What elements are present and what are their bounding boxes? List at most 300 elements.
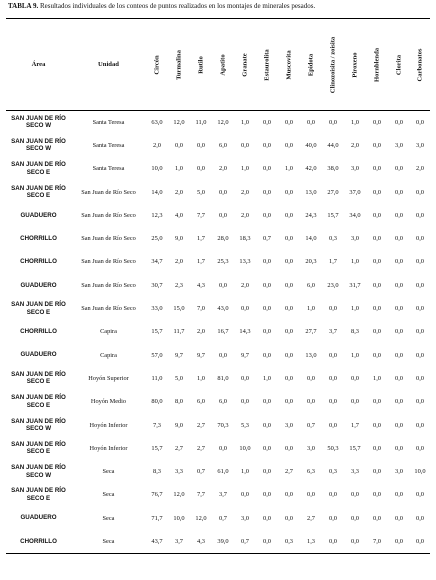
cell-unidad: Seca — [102, 537, 115, 545]
table-row — [6, 437, 430, 460]
cell-value: 6,0 — [219, 398, 227, 406]
cell-value: 1,0 — [241, 165, 249, 173]
cell-value: 61,0 — [217, 468, 229, 476]
cell-value: 0,0 — [373, 141, 381, 149]
cell-area: SAN JUAN DE RÍO SECO E — [11, 440, 66, 456]
cell-value: 4,0 — [175, 211, 183, 219]
table-row — [6, 343, 430, 366]
cell-value: 3,0 — [307, 444, 315, 452]
cell-value: 0,0 — [241, 141, 249, 149]
cell-value: 0,0 — [373, 258, 381, 266]
cell-value: 0,0 — [395, 188, 403, 196]
cell-value: 6,0 — [307, 281, 315, 289]
cell-area: SAN JUAN DE RÍO SECO W — [11, 114, 66, 130]
heavy-minerals-table — [6, 18, 430, 554]
cell-value: 0,0 — [263, 468, 271, 476]
cell-value: 1,0 — [263, 374, 271, 382]
cell-value: 0,0 — [351, 491, 359, 499]
cell-value: 13,0 — [305, 351, 317, 359]
cell-value: 0,0 — [241, 398, 249, 406]
cell-value: 42,0 — [305, 165, 317, 173]
header-turmalina: Turmalina — [175, 49, 183, 80]
table-row — [6, 157, 430, 180]
cell-unidad: Santa Teresa — [92, 141, 125, 149]
cell-value: 0,0 — [395, 421, 403, 429]
cell-value: 0,0 — [416, 514, 424, 522]
cell-value: 0,0 — [373, 235, 381, 243]
cell-value: 1,0 — [307, 305, 315, 313]
cell-value: 81,0 — [217, 374, 229, 382]
cell-value: 9,7 — [175, 351, 183, 359]
cell-value: 3,7 — [219, 491, 227, 499]
cell-value: 0,0 — [416, 537, 424, 545]
cell-value: 2,7 — [197, 421, 205, 429]
cell-value: 3,3 — [351, 468, 359, 476]
cell-value: 27,0 — [327, 188, 339, 196]
cell-value: 7,0 — [373, 537, 381, 545]
cell-value: 0,0 — [373, 188, 381, 196]
cell-value: 1,7 — [351, 421, 359, 429]
cell-value: 1,7 — [197, 258, 205, 266]
cell-value: 0,0 — [416, 118, 424, 126]
cell-value: 0,3 — [329, 468, 337, 476]
cell-area: CHORRILLO — [20, 258, 57, 266]
cell-value: 0,0 — [307, 398, 315, 406]
cell-value: 0,0 — [395, 491, 403, 499]
cell-area: CHORRILLO — [20, 234, 57, 242]
cell-value: 0,0 — [175, 141, 183, 149]
cell-value: 0,0 — [285, 235, 293, 243]
cell-value: 33,0 — [151, 305, 163, 313]
cell-value: 25,0 — [151, 235, 163, 243]
cell-value: 0,0 — [395, 328, 403, 336]
cell-value: 0,0 — [416, 188, 424, 196]
cell-value: 0,7 — [197, 468, 205, 476]
cell-value: 40,0 — [305, 141, 317, 149]
cell-unidad: San Juan de Río Seco — [81, 188, 136, 196]
cell-value: 0,0 — [416, 305, 424, 313]
cell-area: SAN JUAN DE RÍO SECO E — [11, 487, 66, 502]
cell-value: 0,0 — [219, 444, 227, 452]
cell-value: 0,0 — [219, 211, 227, 219]
cell-value: 2,0 — [416, 165, 424, 173]
cell-value: 0,0 — [285, 444, 293, 452]
cell-unidad: San Juan de Río Seco — [81, 235, 136, 243]
cell-value: 0,0 — [285, 328, 293, 336]
cell-unidad: Hoyón Superior — [88, 374, 129, 382]
cell-value: 3,3 — [175, 468, 183, 476]
cell-value: 24,3 — [305, 211, 317, 219]
cell-value: 1,0 — [197, 374, 205, 382]
cell-value: 0,0 — [395, 444, 403, 452]
cell-value: 1,7 — [329, 258, 337, 266]
cell-area: GUADUERO — [20, 281, 57, 289]
header-rutilo: Rutilo — [197, 55, 205, 74]
cell-value: 11,0 — [195, 118, 207, 126]
cell-value: 50,3 — [327, 444, 339, 452]
cell-value: 0,0 — [219, 281, 227, 289]
cell-value: 2,3 — [175, 281, 183, 289]
cell-value: 0,0 — [351, 514, 359, 522]
cell-value: 0,0 — [263, 188, 271, 196]
cell-area: SAN JUAN DE RÍO SECO W — [11, 464, 66, 479]
cell-value: 0,0 — [416, 374, 424, 382]
cell-value: 0,0 — [285, 374, 293, 382]
cell-value: 14,0 — [305, 235, 317, 243]
cell-value: 5,3 — [241, 421, 249, 429]
table-row — [6, 227, 430, 250]
cell-value: 16,7 — [217, 328, 229, 336]
cell-value: 6,0 — [219, 141, 227, 149]
cell-value: 1,3 — [307, 537, 315, 545]
cell-value: 1,0 — [241, 468, 249, 476]
cell-area: SAN JUAN DE RÍO SECO W — [11, 417, 66, 432]
cell-value: 6,0 — [197, 398, 205, 406]
table-row — [6, 413, 430, 436]
table-row — [6, 111, 430, 134]
cell-value: 7,0 — [197, 305, 205, 313]
cell-value: 2,0 — [241, 211, 249, 219]
cell-value: 0,0 — [285, 398, 293, 406]
cell-value: 0,0 — [351, 374, 359, 382]
cell-value: 3,0 — [285, 421, 293, 429]
cell-area: SAN JUAN DE RÍO SECO E — [11, 394, 66, 409]
cell-area: CHORRILLO — [20, 328, 57, 336]
header-clorita: Clorita — [395, 54, 403, 75]
cell-value: 20,3 — [305, 258, 317, 266]
cell-value: 0,0 — [285, 211, 293, 219]
cell-value: 0,0 — [263, 281, 271, 289]
cell-value: 2,0 — [351, 141, 359, 149]
cell-value: 39,0 — [217, 537, 229, 545]
cell-unidad: Hoyón Medio — [90, 398, 127, 406]
cell-value: 0,0 — [395, 305, 403, 313]
cell-value: 0,0 — [307, 118, 315, 126]
cell-value: 0,0 — [307, 491, 315, 499]
cell-value: 31,7 — [349, 281, 361, 289]
cell-value: 0,0 — [373, 351, 381, 359]
cell-value: 1,0 — [241, 118, 249, 126]
cell-value: 0,0 — [373, 118, 381, 126]
cell-value: 1,0 — [175, 165, 183, 173]
cell-unidad: San Juan de Río Seco — [81, 211, 136, 219]
cell-value: 12,0 — [173, 118, 185, 126]
cell-value: 5,0 — [175, 374, 183, 382]
cell-value: 0,0 — [285, 351, 293, 359]
cell-value: 12,0 — [195, 514, 207, 522]
cell-value: 0,0 — [285, 514, 293, 522]
cell-unidad: San Juan de Río Seco — [81, 258, 136, 266]
table-row — [6, 320, 430, 343]
cell-unidad: San Juan de Río Seco — [81, 281, 136, 289]
cell-value: 8,0 — [175, 398, 183, 406]
cell-value: 3,0 — [241, 514, 249, 522]
cell-unidad: Capira — [100, 328, 117, 336]
caption-label: TABLA 9. — [8, 2, 39, 10]
cell-value: 0,0 — [395, 235, 403, 243]
table-row — [6, 530, 430, 553]
cell-unidad: Seca — [102, 514, 115, 522]
table-caption — [8, 2, 315, 10]
cell-value: 0,0 — [395, 537, 403, 545]
cell-unidad: Hoyón Inferior — [89, 421, 128, 429]
cell-value: 80,0 — [151, 398, 163, 406]
cell-value: 0,0 — [263, 305, 271, 313]
cell-value: 0,7 — [307, 421, 315, 429]
cell-value: 15,7 — [327, 211, 339, 219]
cell-value: 0,0 — [329, 514, 337, 522]
table-row — [6, 483, 430, 506]
cell-value: 0,0 — [285, 305, 293, 313]
cell-value: 63,0 — [151, 118, 163, 126]
cell-value: 14,3 — [239, 328, 251, 336]
cell-value: 0,0 — [285, 491, 293, 499]
cell-value: 0,0 — [329, 421, 337, 429]
cell-value: 71,7 — [151, 514, 163, 522]
cell-value: 0,3 — [285, 537, 293, 545]
header-apatito: Apatito — [219, 53, 227, 76]
cell-value: 0,0 — [373, 514, 381, 522]
cell-value: 0,0 — [263, 211, 271, 219]
cell-value: 0,0 — [373, 444, 381, 452]
cell-value: 3,0 — [395, 141, 403, 149]
cell-value: 4,3 — [197, 537, 205, 545]
cell-value: 1,0 — [373, 374, 381, 382]
cell-unidad: Santa Teresa — [92, 165, 125, 173]
cell-value: 0,0 — [416, 281, 424, 289]
table-row — [6, 250, 430, 273]
cell-value: 0,0 — [263, 491, 271, 499]
cell-value: 2,7 — [175, 444, 183, 452]
cell-value: 10,0 — [151, 165, 163, 173]
header-epidota: Epidota — [307, 53, 315, 76]
cell-unidad: San Juan de Río Seco — [81, 305, 136, 313]
cell-value: 0,0 — [285, 141, 293, 149]
cell-value: 0,0 — [416, 351, 424, 359]
cell-value: 0,0 — [329, 537, 337, 545]
cell-value: 7,7 — [197, 211, 205, 219]
cell-value: 0,0 — [416, 258, 424, 266]
cell-value: 34,0 — [349, 211, 361, 219]
cell-value: 0,0 — [329, 305, 337, 313]
cell-unidad: Santa Teresa — [92, 118, 125, 126]
cell-value: 10,0 — [239, 444, 251, 452]
cell-value: 0,0 — [373, 305, 381, 313]
cell-value: 0,0 — [329, 118, 337, 126]
table-row — [6, 390, 430, 413]
cell-value: 0,0 — [285, 118, 293, 126]
cell-area: SAN JUAN DE RÍO SECO E — [11, 184, 66, 200]
cell-value: 30,7 — [151, 281, 163, 289]
cell-value: 1,0 — [351, 351, 359, 359]
cell-value: 2,0 — [197, 328, 205, 336]
cell-value: 0,0 — [373, 281, 381, 289]
cell-value: 0,0 — [329, 351, 337, 359]
cell-value: 9,0 — [175, 421, 183, 429]
cell-unidad: Seca — [102, 468, 115, 476]
cell-value: 0,0 — [395, 165, 403, 173]
cell-value: 6,3 — [307, 468, 315, 476]
cell-value: 0,0 — [395, 258, 403, 266]
cell-value: 9,7 — [197, 351, 205, 359]
cell-value: 0,3 — [329, 235, 337, 243]
cell-value: 2,0 — [219, 165, 227, 173]
cell-unidad: Seca — [102, 491, 115, 499]
cell-value: 15,7 — [151, 328, 163, 336]
cell-value: 2,0 — [241, 281, 249, 289]
table-row — [6, 507, 430, 530]
cell-value: 0,0 — [263, 537, 271, 545]
cell-value: 0,0 — [373, 211, 381, 219]
cell-value: 44,0 — [327, 141, 339, 149]
cell-value: 15,7 — [349, 444, 361, 452]
cell-value: 0,0 — [219, 188, 227, 196]
cell-value: 2,7 — [307, 514, 315, 522]
cell-value: 0,0 — [395, 374, 403, 382]
cell-value: 0,0 — [263, 328, 271, 336]
cell-value: 2,7 — [285, 468, 293, 476]
cell-value: 15,0 — [173, 305, 185, 313]
cell-value: 0,0 — [263, 141, 271, 149]
cell-value: 0,0 — [307, 374, 315, 382]
cell-value: 0,0 — [395, 281, 403, 289]
cell-value: 3,0 — [395, 468, 403, 476]
cell-value: 0,0 — [263, 514, 271, 522]
cell-area: CHORRILLO — [20, 537, 57, 545]
header-carbonatos: Carbonatos — [416, 48, 424, 81]
cell-value: 0,0 — [416, 398, 424, 406]
cell-value: 0,0 — [263, 398, 271, 406]
cell-value: 0,0 — [219, 351, 227, 359]
header-unidad: Unidad — [98, 61, 119, 68]
cell-value: 25,3 — [217, 258, 229, 266]
cell-value: 13,3 — [239, 258, 251, 266]
cell-value: 0,0 — [373, 421, 381, 429]
header-row — [6, 19, 430, 111]
cell-value: 43,7 — [151, 537, 163, 545]
cell-value: 0,0 — [263, 351, 271, 359]
cell-value: 70,3 — [217, 421, 229, 429]
table-row — [6, 297, 430, 320]
cell-area: SAN JUAN DE RÍO SECO W — [11, 138, 66, 153]
cell-area: SAN JUAN DE RÍO SECO E — [11, 161, 66, 176]
cell-value: 76,7 — [151, 491, 163, 499]
table-row — [6, 134, 430, 157]
table-body — [6, 111, 430, 554]
cell-area: GUADUERO — [20, 211, 57, 219]
cell-value: 0,0 — [416, 328, 424, 336]
cell-value: 10,0 — [414, 468, 426, 476]
cell-value: 0,0 — [241, 491, 249, 499]
header-piroxeno: Piroxeno — [351, 51, 359, 78]
cell-value: 0,7 — [241, 537, 249, 545]
cell-value: 1,0 — [285, 165, 293, 173]
header-granate: Granate — [241, 52, 249, 77]
cell-area: GUADUERO — [20, 514, 57, 522]
cell-value: 0,0 — [263, 421, 271, 429]
caption-text: Resultados individuales de los conteos de puntos realizados en los montajes de minerales pesados. — [38, 2, 316, 10]
cell-value: 7,7 — [197, 491, 205, 499]
cell-value: 10,0 — [173, 514, 185, 522]
cell-value: 3,7 — [175, 537, 183, 545]
cell-value: 57,0 — [151, 351, 163, 359]
cell-value: 0,0 — [263, 118, 271, 126]
cell-value: 38,0 — [327, 165, 339, 173]
cell-value: 12,3 — [151, 211, 163, 219]
header-circon: Circón — [153, 54, 161, 75]
cell-value: 0,0 — [416, 444, 424, 452]
cell-value: 0,7 — [219, 514, 227, 522]
cell-value: 0,0 — [416, 421, 424, 429]
cell-value: 0,0 — [416, 211, 424, 219]
cell-value: 0,0 — [373, 165, 381, 173]
cell-value: 0,0 — [263, 444, 271, 452]
cell-value: 1,0 — [351, 118, 359, 126]
cell-value: 4,3 — [197, 281, 205, 289]
table-row — [6, 460, 430, 483]
cell-unidad: Capira — [100, 351, 117, 359]
cell-value: 0,0 — [285, 188, 293, 196]
cell-value: 0,0 — [329, 398, 337, 406]
cell-value: 1,7 — [197, 235, 205, 243]
cell-area: SAN JUAN DE RÍO SECO E — [11, 371, 66, 386]
cell-value: 0,0 — [373, 491, 381, 499]
cell-value: 43,0 — [217, 305, 229, 313]
cell-value: 0,0 — [263, 165, 271, 173]
cell-value: 0,0 — [351, 398, 359, 406]
cell-value: 0,0 — [395, 118, 403, 126]
cell-value: 2,0 — [175, 258, 183, 266]
cell-value: 13,0 — [305, 188, 317, 196]
cell-value: 0,0 — [197, 165, 205, 173]
cell-value: 0,7 — [263, 235, 271, 243]
cell-area: SAN JUAN DE RÍO SECO E — [11, 301, 66, 316]
cell-value: 0,0 — [373, 328, 381, 336]
cell-value: 0,0 — [395, 211, 403, 219]
cell-value: 0,0 — [241, 374, 249, 382]
header-muscovita: Muscovita — [285, 49, 293, 80]
cell-value: 3,0 — [416, 141, 424, 149]
cell-value: 1,0 — [351, 258, 359, 266]
cell-value: 0,0 — [373, 468, 381, 476]
header-hornblenda: Hornblenda — [373, 47, 381, 82]
cell-value: 3,7 — [329, 328, 337, 336]
table-row — [6, 180, 430, 203]
cell-value: 28,0 — [217, 235, 229, 243]
cell-value: 11,0 — [151, 374, 163, 382]
cell-value: 0,0 — [416, 491, 424, 499]
cell-value: 23,0 — [327, 281, 339, 289]
table-row — [6, 367, 430, 390]
table-row — [6, 274, 430, 297]
cell-value: 0,0 — [263, 258, 271, 266]
cell-value: 37,0 — [349, 188, 361, 196]
header-area: Área — [31, 61, 46, 68]
cell-value: 9,0 — [175, 235, 183, 243]
cell-value: 0,0 — [351, 537, 359, 545]
cell-value: 0,0 — [329, 491, 337, 499]
cell-unidad: Hoyón Inferior — [89, 444, 128, 452]
cell-value: 12,0 — [217, 118, 229, 126]
cell-value: 12,0 — [173, 491, 185, 499]
cell-value: 7,3 — [153, 421, 161, 429]
cell-value: 2,0 — [153, 141, 161, 149]
table-row — [6, 204, 430, 227]
cell-value: 2,7 — [197, 444, 205, 452]
cell-value: 0,0 — [416, 235, 424, 243]
cell-value: 34,7 — [151, 258, 163, 266]
cell-value: 11,7 — [173, 328, 185, 336]
